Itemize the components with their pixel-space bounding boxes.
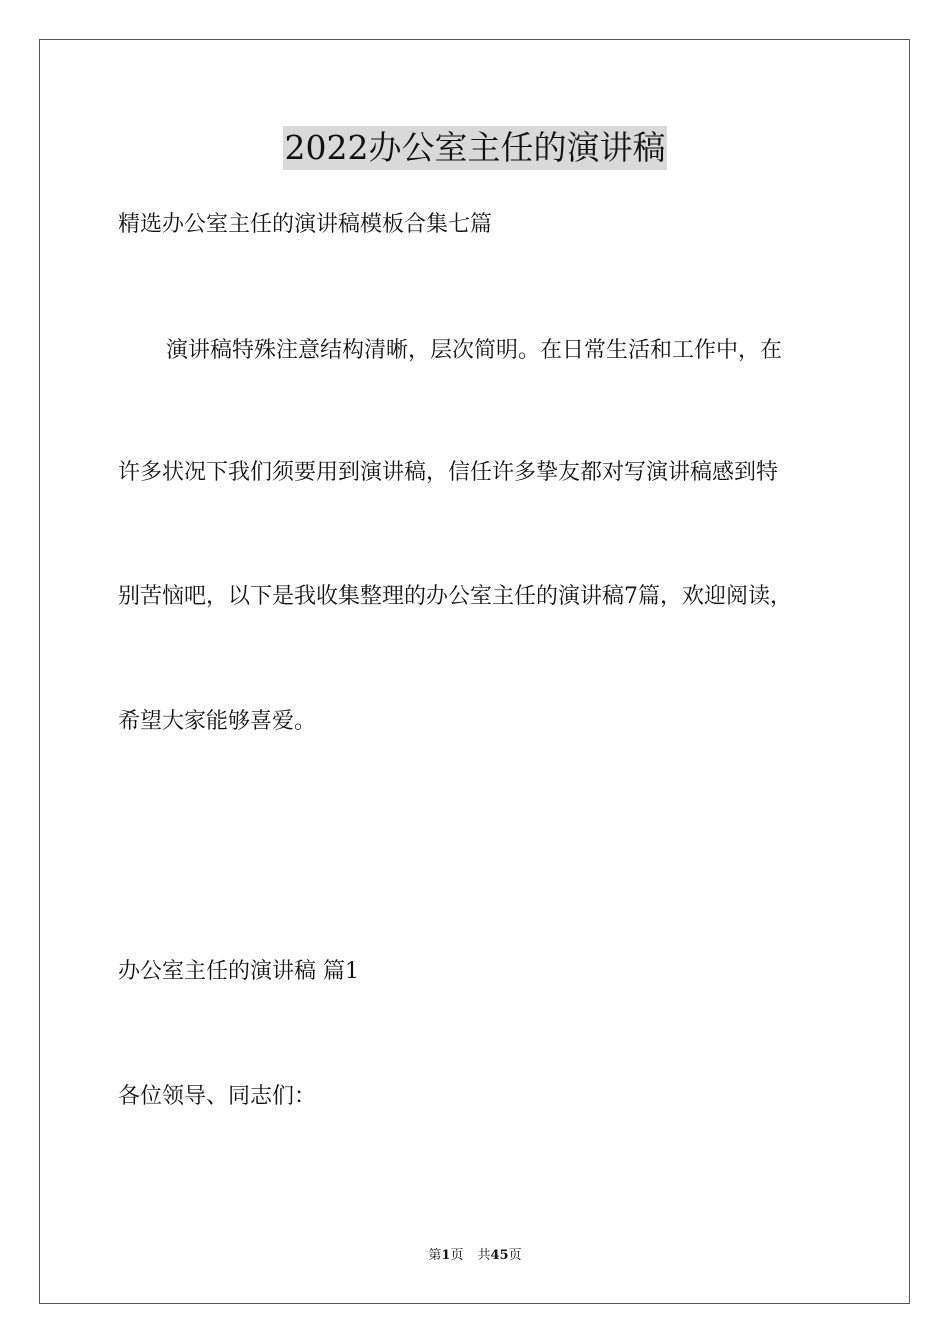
page-suffix: 页 bbox=[450, 1248, 464, 1263]
page-number: 1 bbox=[441, 1248, 451, 1263]
page-footer bbox=[0, 1247, 950, 1265]
title-container bbox=[0, 126, 950, 170]
section-heading: 办公室主任的演讲稿 篇1 bbox=[118, 959, 359, 984]
intro-line-2: 许多状况下我们须要用到演讲稿，信任许多挚友都对写演讲稿感到特 bbox=[118, 460, 779, 485]
document-title: 2022办公室主任的演讲稿 bbox=[283, 126, 668, 170]
intro-line-3: 别苦恼吧，以下是我收集整理的办公室主任的演讲稿7篇，欢迎阅读， bbox=[118, 584, 792, 609]
total-prefix: 共 bbox=[477, 1248, 491, 1263]
document-subtitle: 精选办公室主任的演讲稿模板合集七篇 bbox=[118, 212, 493, 237]
intro-line-1: 演讲稿特殊注意结构清晰，层次简明。在日常生活和工作中，在 bbox=[166, 338, 783, 363]
greeting-text: 各位领导、同志们： bbox=[118, 1084, 317, 1109]
intro-line-4: 希望大家能够喜爱。 bbox=[118, 709, 317, 734]
total-suffix: 页 bbox=[508, 1248, 522, 1263]
total-pages: 45 bbox=[490, 1248, 509, 1263]
page-prefix: 第 bbox=[428, 1248, 442, 1263]
